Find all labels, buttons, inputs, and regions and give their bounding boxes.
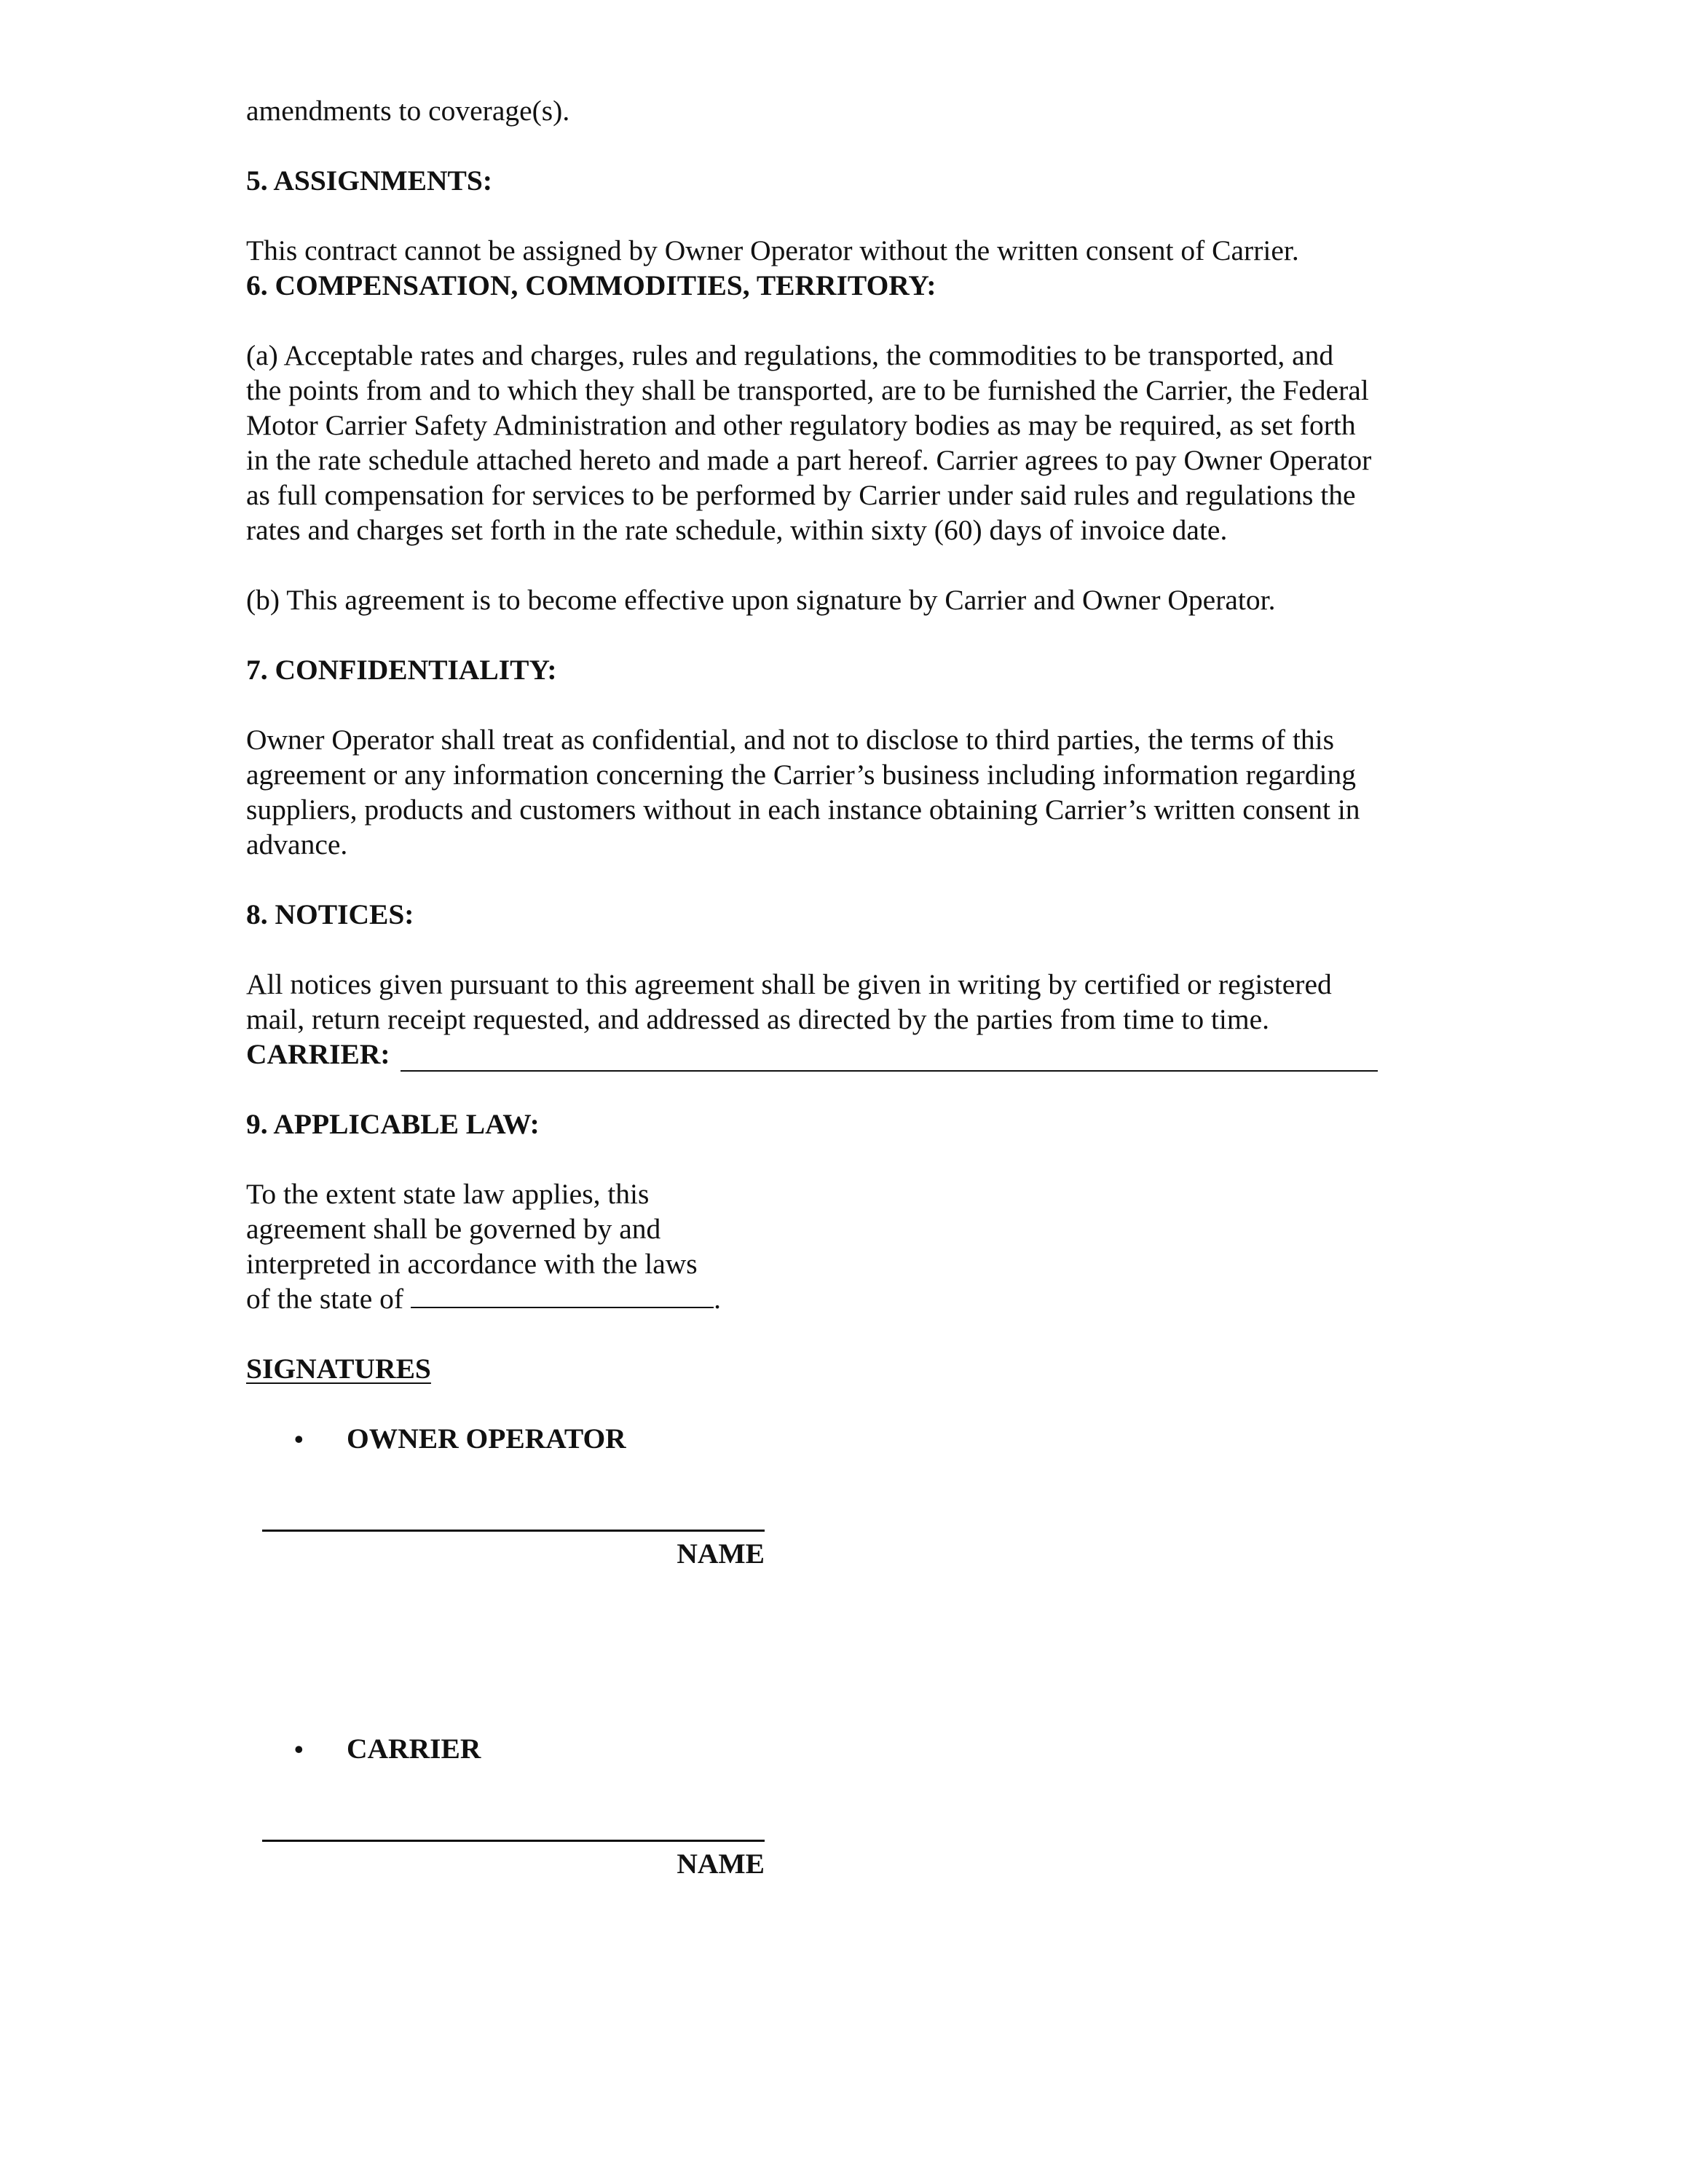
state-field[interactable] (411, 1282, 714, 1308)
paragraph-line: agreement shall be governed by and (246, 1213, 661, 1245)
bullet-icon: • (294, 1735, 304, 1764)
paragraph-line: advance. (246, 828, 348, 860)
paragraph-line: interpreted in accordance with the laws (246, 1248, 698, 1280)
state-line (246, 1281, 1455, 1316)
carrier-address-field[interactable] (401, 1041, 1378, 1072)
signatures-heading: SIGNATURES (246, 1353, 431, 1385)
section-8-body (246, 967, 1455, 1037)
state-line-suffix: . (714, 1283, 721, 1315)
section-8-heading: 8. NOTICES: (246, 898, 414, 930)
carrier-party-label: CARRIER (347, 1733, 481, 1765)
paragraph-line: as full compensation for services to be performed by Carrier under said rules and regulations the (246, 479, 1356, 511)
paragraph-line: in the rate schedule attached hereto and made a part hereof. Carrier agrees to pay Owner Operator (246, 444, 1372, 476)
section-7-body (246, 722, 1455, 862)
carrier-signature-field[interactable] (262, 1840, 765, 1842)
owner-operator-signature-field[interactable] (262, 1530, 765, 1532)
section-6-heading: 6. COMPENSATION, COMMODITIES, TERRITORY: (246, 269, 936, 301)
section-7-heading: 7. CONFIDENTIALITY: (246, 654, 557, 686)
owner-operator-party (246, 1421, 1455, 1457)
paragraph-line: Motor Carrier Safety Administration and other regulatory bodies as may be required, as set forth (246, 409, 1356, 441)
state-line-prefix: of the state of (246, 1283, 404, 1315)
continuation-text: amendments to coverage(s). (246, 95, 570, 127)
section-9-heading: 9. APPLICABLE LAW: (246, 1108, 540, 1140)
owner-operator-label: OWNER OPERATOR (347, 1423, 626, 1455)
paragraph-line: All notices given pursuant to this agreement shall be given in writing by certified or registered (246, 968, 1332, 1000)
carrier-party (246, 1731, 1455, 1767)
section-9-body (246, 1176, 1455, 1316)
paragraph-line: rates and charges set forth in the rate schedule, within sixty (60) days of invoice date. (246, 514, 1228, 546)
section-5-heading: 5. ASSIGNMENTS: (246, 165, 493, 197)
section-6-paragraph-b: (b) This agreement is to become effective upon signature by Carrier and Owner Operator. (246, 584, 1276, 616)
paragraph-line: Owner Operator shall treat as confidential, and not to disclose to third parties, the terms of this (246, 724, 1335, 756)
paragraph-line: (a) Acceptable rates and charges, rules and regulations, the commodities to be transported, and (246, 339, 1334, 371)
document-page (246, 93, 1455, 1881)
section-6-paragraph-a (246, 338, 1455, 547)
bullet-icon: • (294, 1425, 304, 1454)
owner-operator-signature-block (262, 1530, 765, 1571)
paragraph-line: suppliers, products and customers without in each instance obtaining Carrier’s written consent in (246, 794, 1360, 826)
paragraph-line: mail, return receipt requested, and addressed as directed by the parties from time to time. (246, 1003, 1270, 1035)
carrier-name-label: NAME (677, 1848, 765, 1880)
carrier-signature-block (262, 1840, 765, 1881)
carrier-address-line (246, 1037, 1455, 1072)
section-5-body: This contract cannot be assigned by Owner Operator without the written consent of Carrier. (246, 234, 1299, 266)
paragraph-line: To the extent state law applies, this (246, 1178, 650, 1210)
owner-operator-name-label: NAME (677, 1538, 765, 1570)
paragraph-line: agreement or any information concerning the Carrier’s business including information regarding (246, 759, 1356, 791)
paragraph-line: the points from and to which they shall be transported, are to be furnished the Carrier, the Federal (246, 374, 1369, 406)
carrier-label: CARRIER: (246, 1038, 390, 1070)
